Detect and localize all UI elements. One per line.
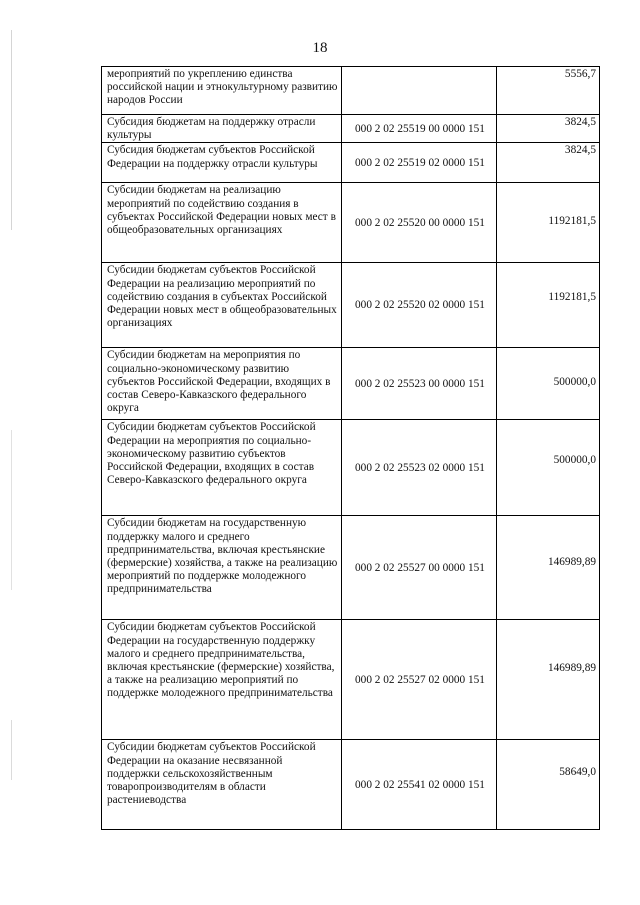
table-row <box>102 620 600 740</box>
table-row <box>102 740 600 830</box>
table-row <box>102 143 600 183</box>
row-code: 000 2 02 25523 02 0000 151 <box>342 420 497 516</box>
row-amount: 146989,89 <box>497 516 600 620</box>
row-description: Субсидии бюджетам на реализацию мероприятий по содействию создания в субъектах Российской Федерации новых мест в общеобразовательных организациях <box>102 183 342 263</box>
row-code: 000 2 02 25519 02 0000 151 <box>342 143 497 183</box>
table-row <box>102 348 600 420</box>
row-code: 000 2 02 25523 00 0000 151 <box>342 348 497 420</box>
row-amount: 58649,0 <box>497 740 600 830</box>
row-code: 000 2 02 25520 00 0000 151 <box>342 183 497 263</box>
table-row <box>102 183 600 263</box>
row-amount: 1192181,5 <box>497 263 600 348</box>
row-amount: 5556,7 <box>497 67 600 115</box>
row-description: Субсидии бюджетам на государственную поддержку малого и среднего предпринимательства, включая крестьянские (фермерские) хозяйства, а также на реализацию мероприятий по поддержке молодежного предпринимательства <box>102 516 342 620</box>
row-description: Субсидии бюджетам на мероприятия по социально-экономическому развитию субъектов Российской Федерации, входящих в состав Северо-Кавказского федерального округа <box>102 348 342 420</box>
table-row <box>102 115 600 143</box>
scan-margin-mark <box>11 30 12 230</box>
scan-margin-mark <box>11 720 12 780</box>
row-description: Субсидии бюджетам субъектов Российской Федерации на реализацию мероприятий по содействию создания в субъектах Российской Федерации новых мест в общеобразовательных организациях <box>102 263 342 348</box>
row-code: 000 2 02 25527 02 0000 151 <box>342 620 497 740</box>
table-row <box>102 420 600 516</box>
row-amount: 500000,0 <box>497 420 600 516</box>
row-description: Субсидии бюджетам субъектов Российской Федерации на мероприятия по социально-экономическому развитию субъектов Российской Федерации, входящих в состав Северо-Кавказского федерального округа <box>102 420 342 516</box>
row-code: 000 2 02 25541 02 0000 151 <box>342 740 497 830</box>
row-code: 000 2 02 25520 02 0000 151 <box>342 263 497 348</box>
row-amount: 1192181,5 <box>497 183 600 263</box>
row-code: 000 2 02 25519 00 0000 151 <box>342 115 497 143</box>
row-amount: 3824,5 <box>497 143 600 183</box>
scan-margin-mark <box>11 430 12 590</box>
page-number: 18 <box>312 40 328 56</box>
table-row <box>102 67 600 115</box>
row-amount: 500000,0 <box>497 348 600 420</box>
budget-revenue-table <box>101 66 600 830</box>
row-description: Субсидия бюджетам субъектов Российской Федерации на поддержку отрасли культуры <box>102 143 342 183</box>
row-description: Субсидии бюджетам субъектов Российской Федерации на оказание несвязанной поддержки сельскохозяйственным товаропроизводителям в области растениеводства <box>102 740 342 830</box>
row-amount: 146989,89 <box>497 620 600 740</box>
row-description: Субсидии бюджетам субъектов Российской Федерации на государственную поддержку малого и среднего предпринимательства, включая крестьянские (фермерские) хозяйства, а также на реализацию мероприятий по поддержке молодежного предпринимательства <box>102 620 342 740</box>
row-amount: 3824,5 <box>497 115 600 143</box>
row-code <box>342 67 497 115</box>
table-row <box>102 263 600 348</box>
row-description: мероприятий по укреплению единства российской нации и этнокультурному развитию народов России <box>102 67 342 115</box>
table-row <box>102 516 600 620</box>
row-description: Субсидия бюджетам на поддержку отрасли культуры <box>102 115 342 143</box>
row-code: 000 2 02 25527 00 0000 151 <box>342 516 497 620</box>
